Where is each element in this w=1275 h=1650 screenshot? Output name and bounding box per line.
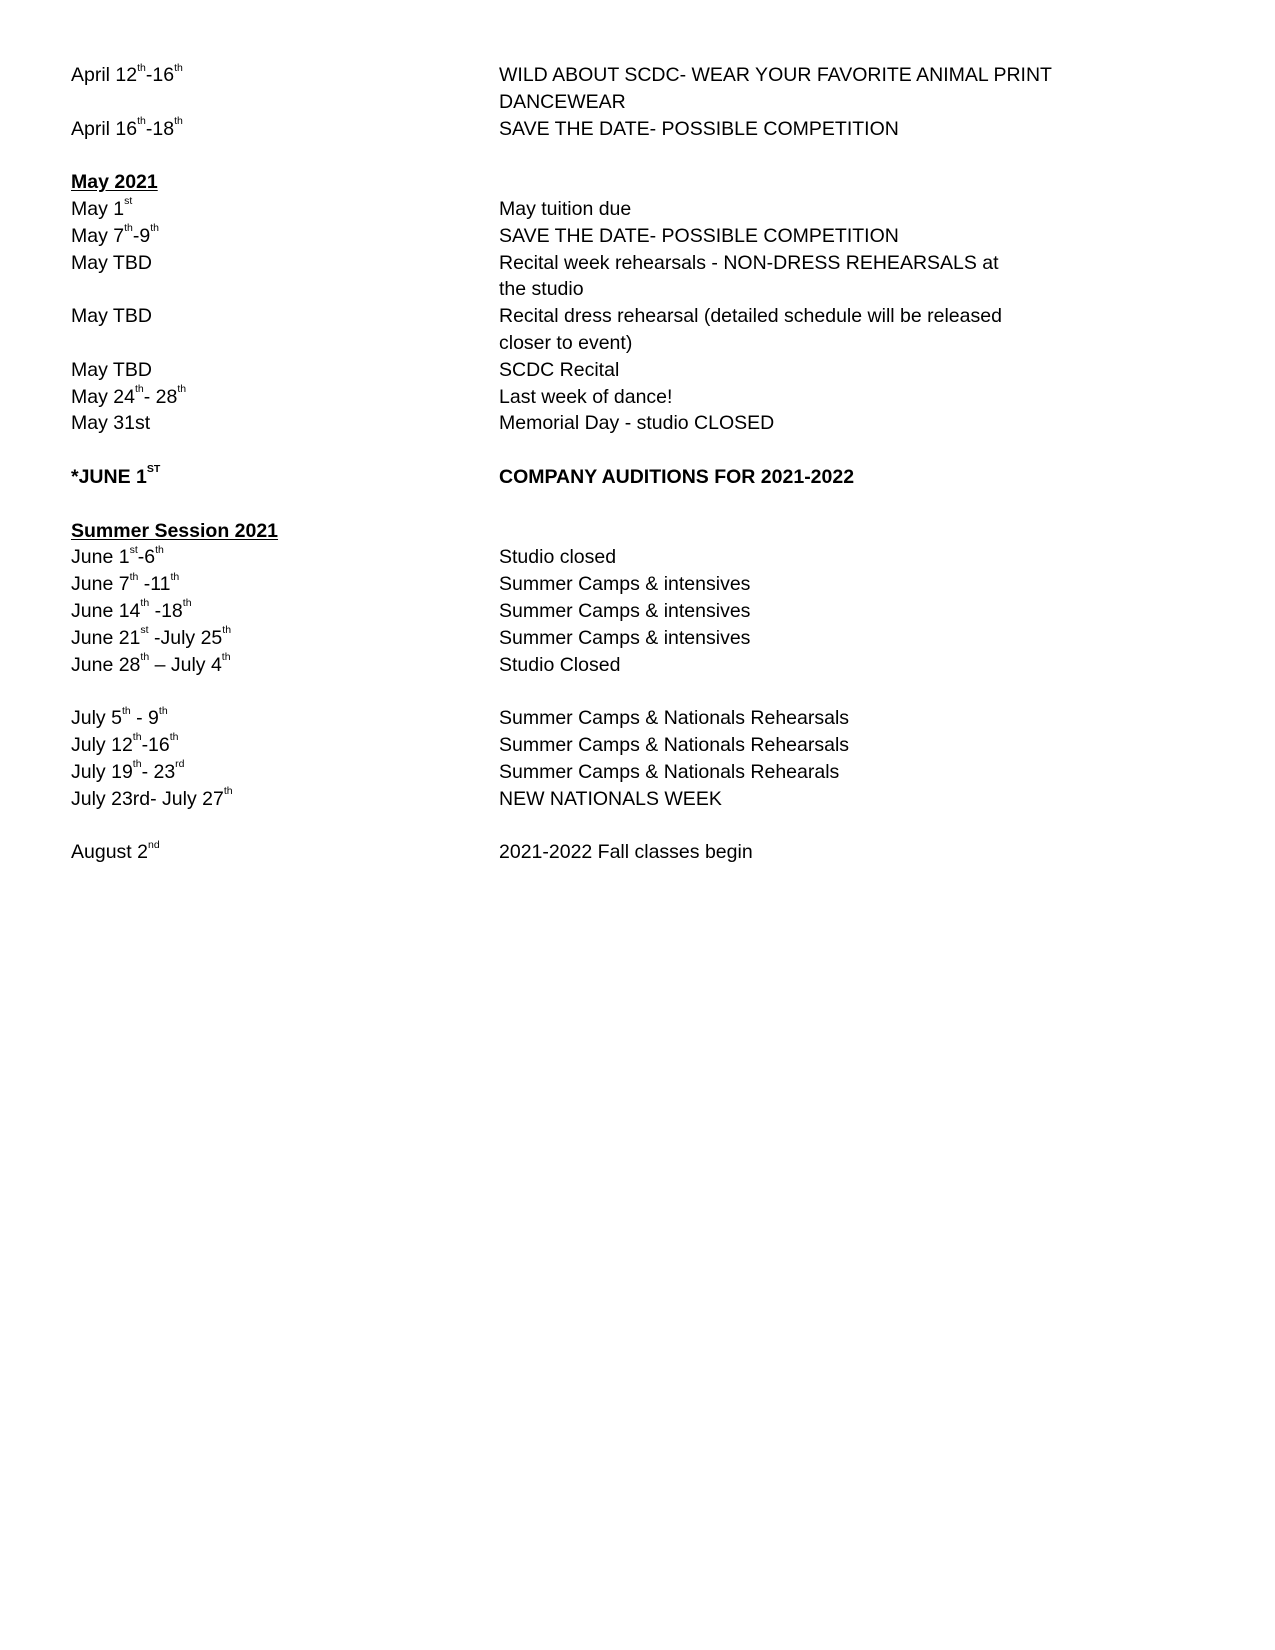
event-description: COMPANY AUDITIONS FOR 2021-2022: [499, 465, 855, 488]
schedule-row: [71, 705, 1221, 732]
date-text: May TBD: [71, 251, 152, 274]
date-ordinal-suffix: st: [140, 624, 149, 637]
event-date: [71, 196, 132, 223]
date-ordinal-suffix: th: [174, 61, 183, 74]
event-description: SCDC Recital: [499, 358, 620, 381]
schedule-row: [71, 732, 1221, 759]
schedule-row: [71, 437, 1221, 464]
event-description: NEW NATIONALS WEEK: [499, 787, 722, 810]
date-ordinal-suffix: rd: [175, 758, 185, 771]
date-ordinal-suffix: th: [177, 383, 187, 396]
date-ordinal-suffix: st: [124, 195, 133, 208]
date-text: June 1: [71, 546, 130, 569]
event-description: Recital week rehearsals - NON-DRESS REHEARSALS at: [499, 251, 999, 274]
event-date: [71, 759, 185, 786]
event-description: Last week of dance!: [499, 385, 673, 408]
event-date: [71, 571, 179, 598]
event-date: [71, 357, 152, 384]
event-date: [71, 839, 160, 866]
date-text: May 2021: [71, 171, 158, 194]
date-ordinal-suffix: th: [169, 731, 179, 744]
date-text: June 7: [71, 573, 130, 596]
date-ordinal-suffix: th: [132, 758, 142, 771]
schedule-row: [71, 62, 1221, 89]
event-date: [71, 410, 150, 437]
event-description: Summer Camps & intensives: [499, 626, 751, 649]
date-text: -6: [137, 546, 156, 569]
section-title: [71, 518, 278, 545]
date-ordinal-suffix: th: [150, 222, 159, 235]
event-date: [71, 598, 192, 625]
event-date: [71, 625, 231, 652]
date-ordinal-suffix: ST: [146, 463, 161, 476]
schedule-row: [71, 303, 1221, 330]
date-text: -July 25: [148, 626, 223, 649]
schedule-row: [71, 89, 1221, 116]
event-date: [71, 303, 152, 330]
date-ordinal-suffix: th: [182, 597, 192, 610]
schedule-row: [71, 196, 1221, 223]
event-description: Summer Camps & Nationals Rehearsals: [499, 707, 850, 730]
event-description: WILD ABOUT SCDC- WEAR YOUR FAVORITE ANIMAL PRINT: [499, 64, 1052, 86]
date-ordinal-suffix: th: [221, 651, 231, 664]
date-text: June 28: [71, 653, 141, 676]
schedule-row: [71, 142, 1221, 169]
schedule-row: [71, 491, 1221, 518]
date-ordinal-suffix: th: [223, 785, 233, 798]
schedule-row: [71, 839, 1221, 866]
section-title: [71, 169, 158, 196]
date-text: May 31st: [71, 412, 151, 435]
schedule-row: [71, 357, 1221, 384]
section-heading: [71, 518, 1221, 545]
date-ordinal-suffix: th: [222, 624, 232, 637]
date-ordinal-suffix: st: [129, 543, 138, 556]
date-text: July 12: [71, 733, 133, 756]
date-text: July 5: [71, 707, 122, 730]
event-date: [71, 544, 164, 571]
date-text: -11: [138, 573, 171, 596]
date-ordinal-suffix: th: [121, 704, 131, 717]
schedule-row: [71, 544, 1221, 571]
event-description: DANCEWEAR: [499, 90, 626, 113]
date-text: May 24: [71, 385, 135, 408]
date-text: August 2: [71, 841, 148, 864]
event-description: Summer Camps & Nationals Rehearals: [499, 760, 840, 783]
date-text: May TBD: [71, 358, 152, 381]
event-date: [71, 786, 233, 813]
schedule-row: [71, 759, 1221, 786]
date-ordinal-suffix: th: [140, 651, 150, 664]
event-date: [71, 652, 231, 679]
event-description: Summer Camps & Nationals Rehearsals: [499, 733, 850, 756]
date-text: June 21: [71, 626, 141, 649]
section-heading: [71, 169, 1221, 196]
schedule-row: [71, 652, 1221, 679]
date-text: – July 4: [149, 653, 222, 676]
date-text: - 28: [143, 385, 178, 408]
event-description: 2021-2022 Fall classes begin: [499, 841, 753, 864]
schedule-row: [71, 116, 1221, 143]
date-ordinal-suffix: th: [137, 115, 146, 128]
schedule-row: [71, 625, 1221, 652]
event-description: Summer Camps & intensives: [499, 573, 751, 596]
date-ordinal-suffix: nd: [147, 838, 160, 851]
date-ordinal-suffix: th: [158, 704, 168, 717]
date-ordinal-suffix: th: [134, 383, 144, 396]
date-text: - 23: [141, 760, 176, 783]
date-text: June 14: [71, 599, 141, 622]
event-date: [71, 464, 160, 491]
date-ordinal-suffix: th: [155, 543, 164, 556]
date-text: *JUNE 1: [71, 465, 147, 488]
date-text: -9: [132, 224, 151, 247]
event-date: [71, 223, 159, 250]
date-ordinal-suffix: th: [170, 570, 180, 583]
date-text: -18: [149, 599, 183, 622]
event-description: Studio closed: [499, 546, 617, 569]
date-text: July 23rd- July 27: [71, 787, 224, 810]
event-date: [71, 62, 183, 89]
event-description: Summer Camps & intensives: [499, 599, 751, 622]
date-text: -16: [141, 733, 170, 756]
date-text: -18: [145, 117, 175, 140]
date-ordinal-suffix: th: [132, 731, 142, 744]
event-description: May tuition due: [499, 197, 632, 220]
date-text: Summer Session 2021: [71, 519, 279, 542]
event-date: [71, 384, 186, 411]
schedule-row: [71, 330, 1221, 357]
event-date: [71, 732, 179, 759]
date-ordinal-suffix: th: [124, 222, 133, 235]
schedule-row: [71, 223, 1221, 250]
schedule-row: [71, 571, 1221, 598]
event-description: SAVE THE DATE- POSSIBLE COMPETITION: [499, 117, 899, 140]
event-date: [71, 250, 152, 277]
event-date: [71, 705, 168, 732]
date-text: April 16: [71, 117, 138, 140]
event-description: SAVE THE DATE- POSSIBLE COMPETITION: [499, 224, 899, 247]
date-text: -16: [145, 64, 175, 86]
date-text: - 9: [130, 707, 159, 730]
date-ordinal-suffix: th: [129, 570, 139, 583]
event-description: closer to event): [499, 331, 633, 354]
date-ordinal-suffix: th: [140, 597, 150, 610]
date-text: July 19: [71, 760, 133, 783]
date-text: May 7: [71, 224, 125, 247]
date-ordinal-suffix: th: [137, 61, 146, 74]
schedule-row: [71, 678, 1221, 705]
event-description: Studio Closed: [499, 653, 621, 676]
date-text: April 12: [71, 64, 138, 86]
schedule-row: [71, 276, 1221, 303]
schedule-row: [71, 812, 1221, 839]
schedule-document: [71, 62, 1221, 866]
schedule-row: [71, 786, 1221, 813]
schedule-row: [71, 384, 1221, 411]
schedule-row: [71, 598, 1221, 625]
date-text: May 1: [71, 197, 125, 220]
event-description: Memorial Day - studio CLOSED: [499, 412, 775, 435]
event-description: the studio: [499, 278, 584, 301]
event-description: Recital dress rehearsal (detailed schedule will be released: [499, 305, 1002, 328]
schedule-row: [71, 410, 1221, 437]
schedule-row: [71, 464, 1221, 491]
schedule-row: [71, 250, 1221, 277]
event-date: [71, 116, 183, 143]
date-text: May TBD: [71, 305, 152, 328]
date-ordinal-suffix: th: [174, 115, 183, 128]
